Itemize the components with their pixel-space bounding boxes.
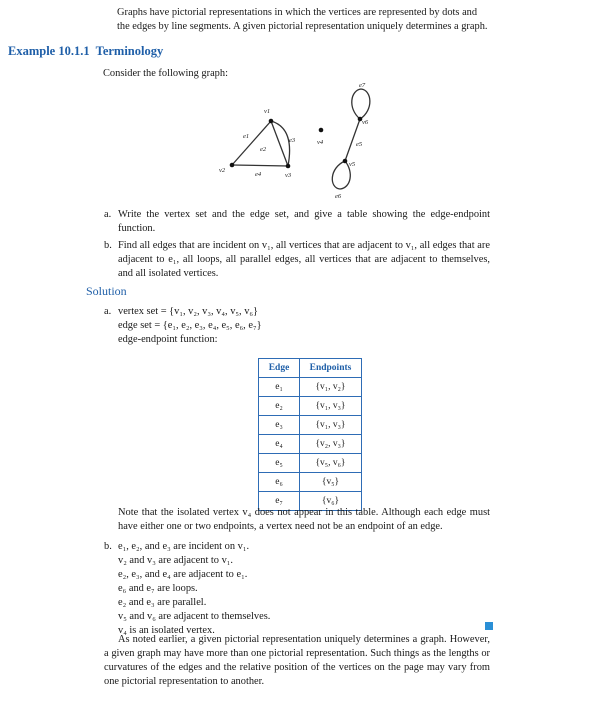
vertex-v5 bbox=[343, 159, 348, 164]
cell-edge: e₆ bbox=[259, 473, 300, 492]
answer-line: e₆ and e₇ are loops. bbox=[118, 583, 198, 594]
vertex-set-line: vertex set = {v₁, v₂, v₃, v₄, v₅, v₆} bbox=[118, 306, 259, 317]
edge-e4 bbox=[232, 165, 288, 166]
edge-e1 bbox=[232, 121, 271, 165]
closing-paragraph: As noted earlier, a given pictorial representation uniquely determines a graph. However, a given graph may have more than one pictorial representation. Such things as the lengths or curvatures of the edges and the relative position of the vertices on the page may vary from one pictorial representation to another. bbox=[104, 634, 490, 687]
question-a-marker: a. bbox=[104, 209, 112, 220]
table-row bbox=[259, 454, 362, 473]
edge-label-e1: e1 bbox=[243, 133, 250, 140]
table-row bbox=[259, 416, 362, 435]
cell-endpoints: {v₆} bbox=[300, 492, 362, 511]
example-heading bbox=[8, 44, 163, 59]
cell-edge: e₃ bbox=[259, 416, 300, 435]
example-label: Example 10.1.1 bbox=[8, 44, 90, 58]
cell-endpoints: {v₁, v₃} bbox=[300, 416, 362, 435]
graph-figure bbox=[215, 80, 390, 200]
vertex-v4 bbox=[319, 128, 324, 133]
edge-set-line: edge set = {e₁, e₂, e₃, e₄, e₅, e₆, e₇} bbox=[118, 320, 262, 331]
answer-line: v₂ and v₃ are adjacent to v₁. bbox=[118, 555, 234, 566]
question-b-marker: b. bbox=[104, 240, 112, 251]
edge-label-e6: e6 bbox=[335, 193, 342, 200]
answer-line: e₂, e₃, and e₄ are adjacent to e₁. bbox=[118, 569, 248, 580]
vertex-v1 bbox=[269, 119, 274, 124]
edge-label-e2: e2 bbox=[260, 146, 267, 153]
cell-endpoints: {v₅} bbox=[300, 473, 362, 492]
vertex-label-v6: v6 bbox=[362, 119, 369, 126]
answer-line: e₂ and e₃ are parallel. bbox=[118, 597, 207, 608]
vertex-label-v5: v5 bbox=[349, 161, 356, 168]
solution-heading: Solution bbox=[86, 284, 127, 298]
end-of-solution-mark bbox=[485, 622, 493, 630]
vertex-v2 bbox=[230, 163, 235, 168]
edge-endpoint-label: edge-endpoint function: bbox=[118, 334, 218, 345]
vertex-label-v3: v3 bbox=[285, 172, 292, 179]
edge-label-e4: e4 bbox=[255, 171, 262, 178]
solution-a-marker: a. bbox=[104, 306, 112, 317]
intro-line-2: the edges by line segments. A given pictorial representation uniquely determines a graph. bbox=[117, 21, 488, 32]
question-b-text: Find all edges that are incident on v₁, all vertices that are adjacent to v₁, all edges that are adjacent to e₁, all loops, all parallel edges, all vertices that are adjacent to themselves, and all isolated vertices. bbox=[118, 240, 490, 279]
intro-text bbox=[117, 6, 502, 34]
answer-line: e₁, e₂, and e₃ are incident on v₁. bbox=[118, 541, 250, 552]
answer-line: v₅ and v₆ are adjacent to themselves. bbox=[118, 611, 271, 622]
intro-line-1: Graphs have pictorial representations in which the vertices are represented by dots and bbox=[117, 7, 478, 18]
example-title: Terminology bbox=[95, 44, 164, 58]
table-header-row bbox=[259, 359, 362, 378]
vertex-label-v4: v4 bbox=[317, 139, 324, 146]
cell-edge: e₅ bbox=[259, 454, 300, 473]
vertex-label-v1: v1 bbox=[264, 108, 271, 115]
vertex-v3 bbox=[286, 164, 291, 169]
solution-b-marker: b. bbox=[104, 541, 112, 552]
cell-endpoints: {v₁, v₃} bbox=[300, 397, 362, 416]
solution-b-answers bbox=[118, 540, 270, 638]
cell-edge: e₁ bbox=[259, 378, 300, 397]
edge-label-e3: e3 bbox=[289, 137, 296, 144]
cell-endpoints: {v₁, v₂} bbox=[300, 378, 362, 397]
table-row bbox=[259, 435, 362, 454]
question-a-text: Write the vertex set and the edge set, and give a table showing the edge-endpoint function. bbox=[118, 209, 490, 234]
cell-endpoints: {v₅, v₆} bbox=[300, 454, 362, 473]
cell-edge: e₄ bbox=[259, 435, 300, 454]
example-prompt: Consider the following graph: bbox=[103, 68, 228, 79]
edge-label-e7: e7 bbox=[359, 82, 366, 89]
loop-e6 bbox=[332, 161, 350, 189]
isolated-vertex-note: Note that the isolated vertex v₄ does not appear in this table. Although each edge must have either one or two endpoints, a vertex need not be an endpoint of an edge. bbox=[118, 507, 490, 532]
edge-label-e5: e5 bbox=[356, 141, 363, 148]
header-edge: Edge bbox=[259, 359, 300, 378]
edge-e5 bbox=[345, 119, 360, 161]
cell-endpoints: {v₂, v₃} bbox=[300, 435, 362, 454]
header-endpoints: Endpoints bbox=[300, 359, 362, 378]
table-row bbox=[259, 378, 362, 397]
table-row bbox=[259, 473, 362, 492]
vertex-label-v2: v2 bbox=[219, 167, 226, 174]
cell-edge: e₇ bbox=[259, 492, 300, 511]
table-row bbox=[259, 397, 362, 416]
answer-line: v₄ is an isolated vertex. bbox=[118, 625, 215, 636]
edge-endpoint-table bbox=[258, 358, 362, 511]
cell-edge: e₂ bbox=[259, 397, 300, 416]
loop-e7 bbox=[352, 89, 370, 119]
edge-e2 bbox=[271, 121, 288, 166]
